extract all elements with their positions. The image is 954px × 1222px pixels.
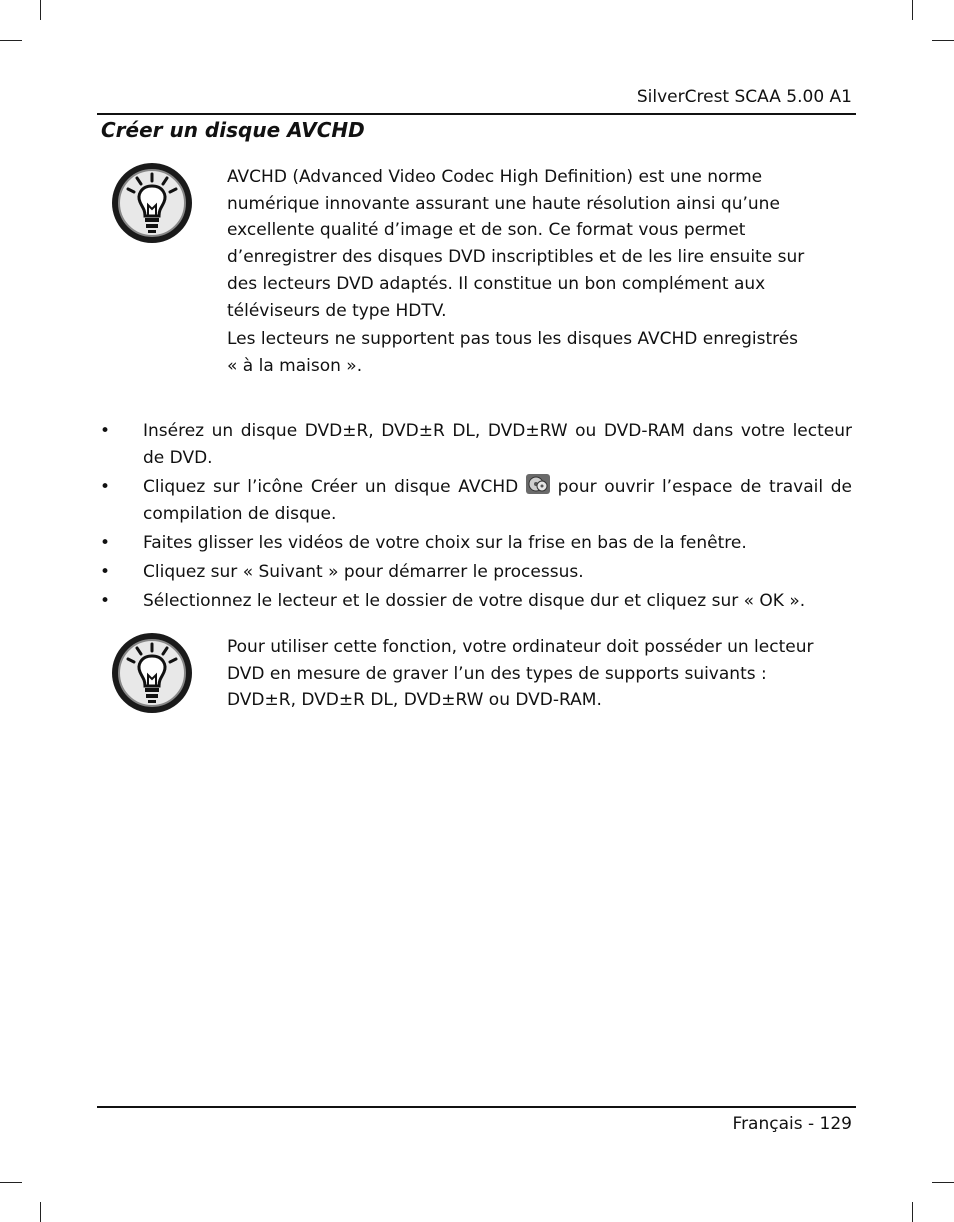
note-line: d’enregistrer des disques DVD inscriptibles et de les lire ensuite sur bbox=[227, 247, 805, 268]
bullet: • bbox=[100, 562, 111, 583]
section-title: Créer un disque AVCHD bbox=[101, 118, 365, 142]
note-line: Pour utiliser cette fonction, votre ordinateur doit posséder un lecteur bbox=[227, 637, 814, 657]
lightbulb-icon bbox=[110, 631, 194, 715]
note-line: téléviseurs de type HDTV. bbox=[227, 300, 447, 321]
bullet: • bbox=[100, 591, 111, 612]
step-text: Sélectionnez le lecteur et le dossier de votre disque dur et cliquez sur « OK ». bbox=[143, 591, 806, 612]
note-text bbox=[227, 634, 813, 714]
note-line: AVCHD (Advanced Video Codec High Definition) est une norme bbox=[227, 167, 763, 187]
note-line: DVD±R, DVD±R DL, DVD±RW ou DVD-RAM. bbox=[227, 690, 602, 711]
note-paragraph bbox=[227, 326, 804, 379]
note-line: numérique innovante assurant une haute résolution ainsi qu’une bbox=[227, 193, 780, 214]
note-line: DVD en mesure de graver l’un des types de supports suivants : bbox=[227, 663, 767, 684]
crop-mark bbox=[932, 40, 954, 41]
bullet: • bbox=[100, 421, 111, 441]
crop-mark bbox=[40, 1202, 41, 1222]
note-line: Les lecteurs ne supportent pas tous les disques AVCHD enregistrés bbox=[227, 329, 799, 350]
bullet: • bbox=[100, 532, 111, 553]
bullet: • bbox=[100, 476, 111, 497]
crop-mark bbox=[0, 40, 22, 41]
note-line: « à la maison ». bbox=[227, 355, 363, 376]
note-line: des lecteurs DVD adaptés. Il constitue un bon complément aux bbox=[227, 273, 766, 294]
header-product: SilverCrest SCAA 5.00 A1 bbox=[636, 87, 852, 107]
list-item bbox=[98, 588, 852, 615]
step-text: Insérez un disque DVD±R, DVD±R DL, DVD±RW ou DVD-RAM dans votre lecteur de DVD. bbox=[143, 421, 852, 468]
crop-mark bbox=[40, 0, 41, 20]
step-text: Faites glisser les vidéos de votre choix sur la frise en bas de la fenêtre. bbox=[143, 532, 747, 553]
crop-mark bbox=[932, 1182, 954, 1183]
step-text: pour ouvrir l’espace de travail de compilation de disque. bbox=[143, 476, 853, 524]
page-number: Français - 129 bbox=[732, 1114, 852, 1134]
steps-list bbox=[98, 418, 852, 617]
note-line: excellente qualité d’image et de son. Ce format vous permet bbox=[227, 220, 746, 241]
list-item bbox=[98, 474, 852, 527]
crop-mark bbox=[0, 1182, 22, 1183]
list-item bbox=[98, 530, 852, 557]
note-paragraph bbox=[227, 164, 804, 324]
step-text: Cliquez sur « Suivant » pour démarrer le processus. bbox=[143, 562, 584, 583]
step-text: Cliquez sur l’icône Créer un disque AVCHD bbox=[143, 476, 519, 497]
header-rule bbox=[97, 113, 856, 115]
list-item bbox=[98, 418, 852, 471]
avchd-disc-icon bbox=[526, 474, 550, 494]
footer-rule bbox=[97, 1106, 856, 1108]
list-item bbox=[98, 559, 852, 586]
note-paragraph bbox=[227, 634, 813, 714]
crop-mark bbox=[912, 0, 913, 20]
note-text bbox=[227, 164, 804, 380]
lightbulb-icon bbox=[110, 161, 194, 245]
crop-mark bbox=[912, 1202, 913, 1222]
